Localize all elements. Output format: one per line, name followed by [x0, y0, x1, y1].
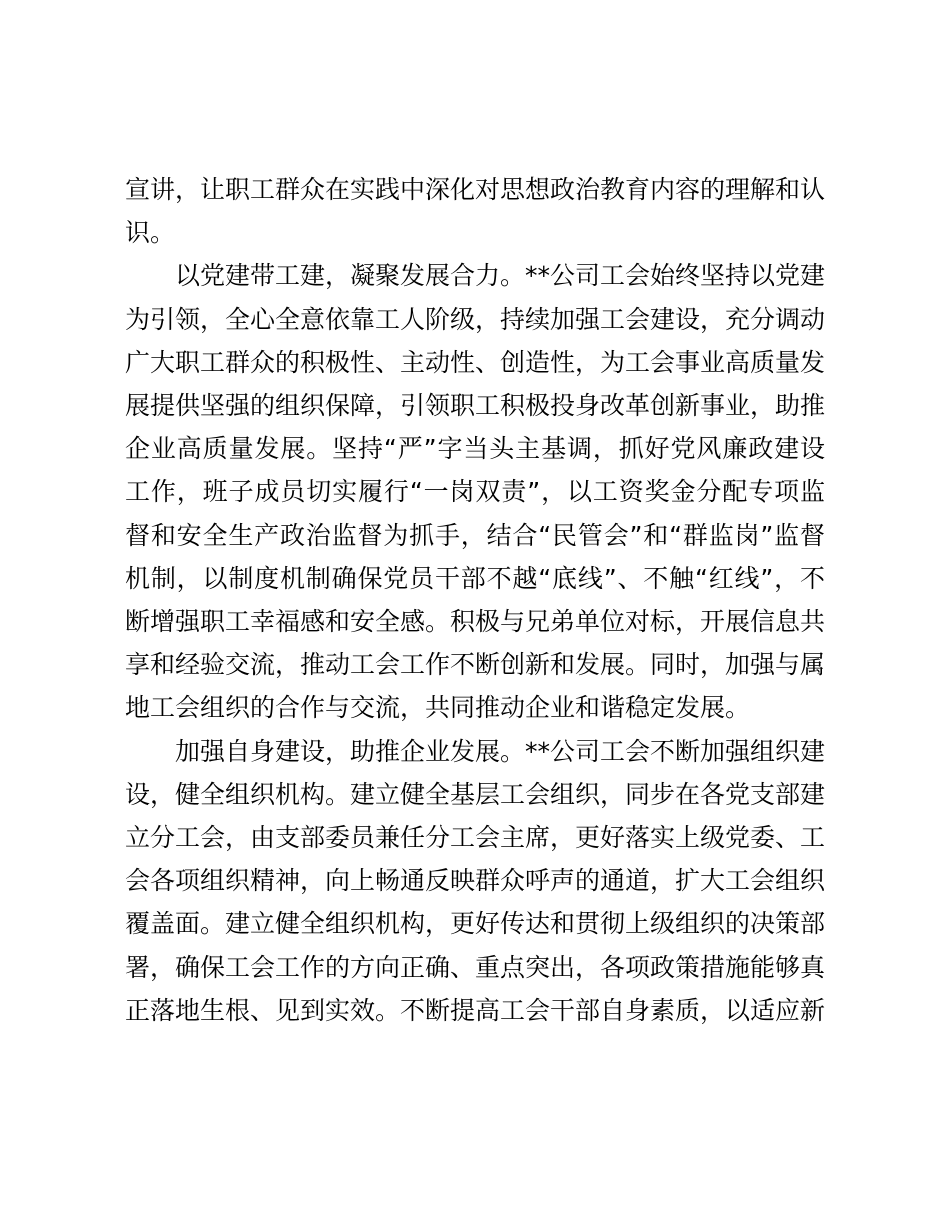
paragraph-continuation: 宣讲，让职工群众在实践中深化对思想政治教育内容的理解和认识。 — [125, 175, 826, 248]
paragraph-self-building: 加强自身建设，助推企业发展。**公司工会不断加强组织建设，健全组织机构。建立健全基层工会组织，同步在各党支部建立分工会，由支部委员兼任分工会主席，更好落实上级党委、工会各项组织精神，向上畅通反映群众呼声的通道，扩大工会组织覆盖面。建立健全组织机构，更好传达和贯彻上级组织的决策部署，确保工会工作的方向正确、重点突出，各项政策措施能够真正落地生根、见到实效。不断提高工会干部自身素质，以适应新 — [125, 736, 826, 1025]
document-page — [125, 168, 825, 1032]
paragraph-party-building: 以党建带工建，凝聚发展合力。**公司工会始终坚持以党建为引领，全心全意依靠工人阶级，持续加强工会建设，充分调动广大职工群众的积极性、主动性、创造性，为工会事业高质量发展提供坚强的组织保障，引领职工积极投身改革创新事业，助推企业高质量发展。坚持“严”字当头主基调，抓好党风廉政建设工作，班子成员切实履行“一岗双责”，以工资奖金分配专项监督和安全生产政治监督为抓手，结合“民管会”和“群监岗”监督机制，以制度机制确保党员干部不越“底线”、不触“红线”，不断增强职工幸福感和安全感。积极与兄弟单位对标，开展信息共享和经验交流，推动工会工作不断创新和发展。同时，加强与属地工会组织的合作与交流，共同推动企业和谐稳定发展。 — [125, 261, 826, 723]
